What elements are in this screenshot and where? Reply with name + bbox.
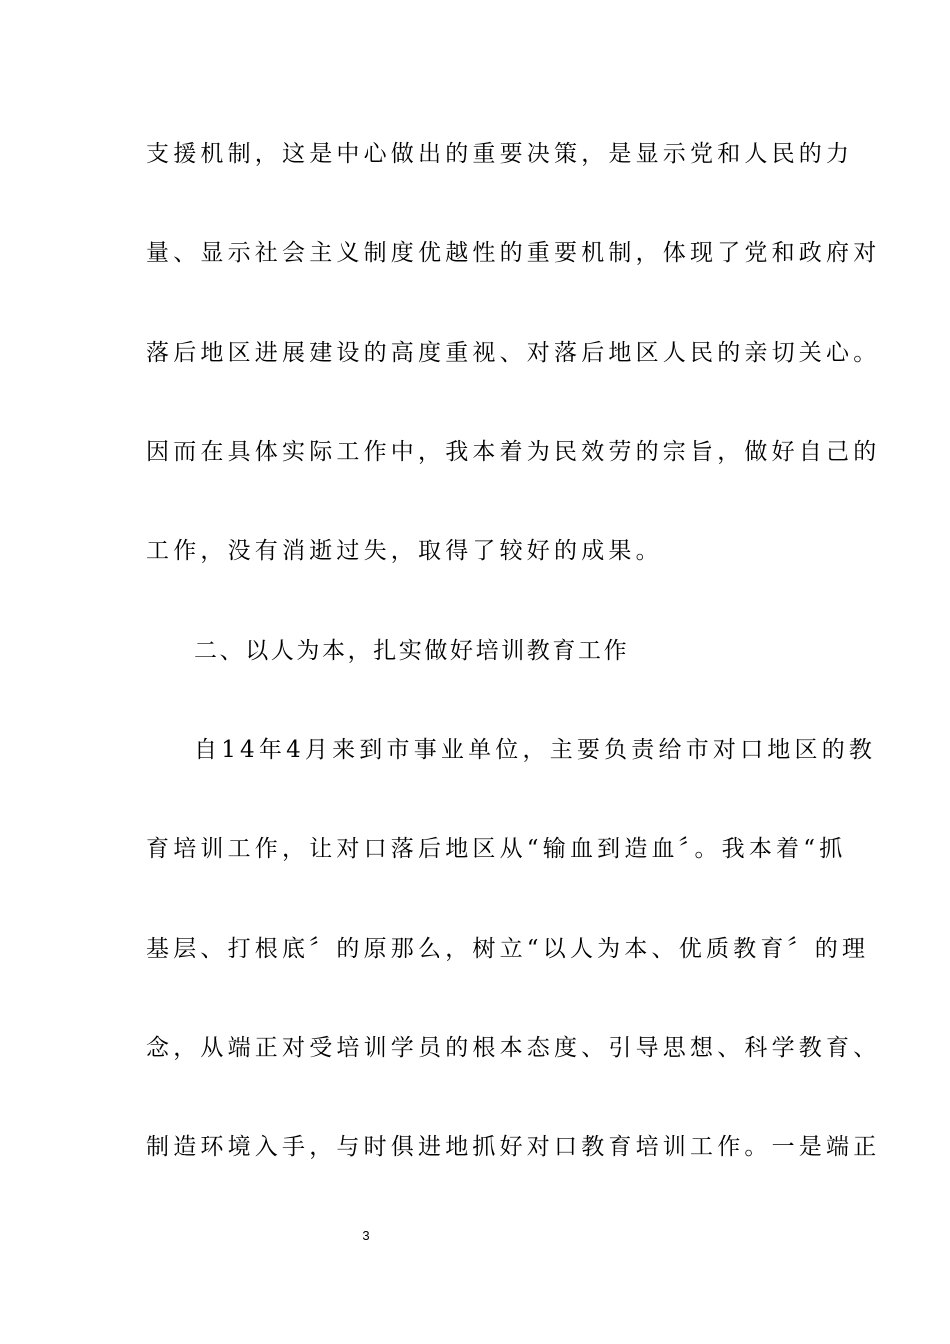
paragraph-line: 育培训工作，让对口落后地区从“输血到造血〞。我本着“抓 <box>146 836 847 862</box>
paragraph-line: 工作，没有消逝过失，取得了较好的成果。 <box>146 538 663 564</box>
paragraph-line: 支援机制，这是中心做出的重要决策，是显示党和人民的力 <box>146 141 854 167</box>
paragraph-line: 自14年4月来到市事业单位，主要负责给市对口地区的教 <box>194 737 877 763</box>
paragraph-line: 制造环境入手，与时俱进地抓好对口教育培训工作。一是端正 <box>146 1134 881 1160</box>
paragraph-line: 因而在具体实际工作中，我本着为民效劳的宗旨，做好自己的 <box>146 439 881 465</box>
paragraph-line: 量、显示社会主义制度优越性的重要机制，体现了党和政府对 <box>146 240 881 266</box>
page-number: 3 <box>362 1228 370 1243</box>
paragraph-line: 念，从端正对受培训学员的根本态度、引导思想、科学教育、 <box>146 1035 881 1061</box>
paragraph-line: 落后地区进展建设的高度重视、对落后地区人民的亲切关心。 <box>146 340 881 366</box>
paragraph-line: 基层、打根底〞的原那么，树立“以人为本、优质教育〞的理 <box>146 936 870 962</box>
section-heading: 二、以人为本，扎实做好培训教育工作 <box>194 638 630 664</box>
